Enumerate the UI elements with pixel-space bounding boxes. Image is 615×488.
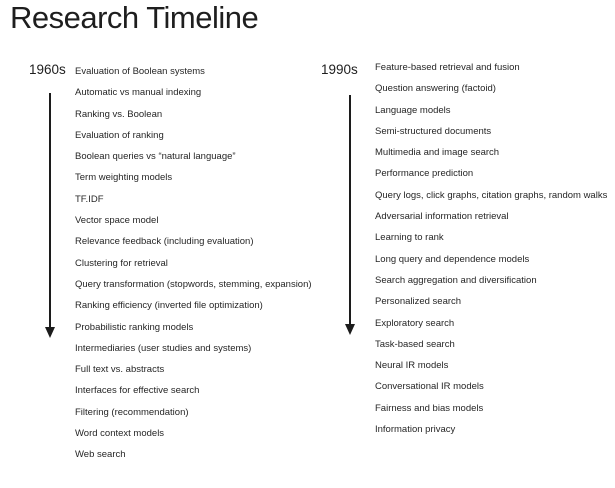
timeline-item: Feature-based retrieval and fusion	[375, 62, 520, 73]
timeline-item: Term weighting models	[75, 172, 173, 184]
arrow-head	[45, 327, 55, 338]
timeline-item: Boolean queries vs “natural language”	[75, 151, 236, 163]
timeline-item: Conversational IR models	[375, 381, 484, 393]
timeline-item: Fairness and bias models	[375, 402, 484, 414]
arrow-shaft	[49, 93, 51, 328]
down-arrow-icon	[344, 95, 356, 335]
timeline-item: Relevance feedback (including evaluation)	[75, 236, 254, 248]
timeline-item: Language models	[375, 104, 451, 116]
timeline-item: Ranking efficiency (inverted file optimization)	[75, 300, 263, 312]
timeline-item: Evaluation of Boolean systems	[75, 66, 205, 77]
arrow-shaft	[349, 95, 351, 325]
timeline-item: Word context models	[75, 428, 165, 440]
timeline-item: Question answering (factoid)	[375, 83, 496, 95]
timeline-item: Automatic vs manual indexing	[75, 87, 202, 99]
timeline-item: Search aggregation and diversification	[375, 274, 537, 286]
page-title: Research Timeline	[10, 0, 259, 35]
timeline-item: Filtering (recommendation)	[75, 406, 189, 418]
timeline-item: Exploratory search	[375, 317, 455, 329]
timeline-item: Semi-structured documents	[375, 125, 492, 137]
decade-label-1990s: 1990s	[321, 62, 358, 77]
arrow-head	[345, 324, 355, 335]
timeline-item: Clustering for retrieval	[75, 257, 168, 269]
timeline-item: Adversarial information retrieval	[375, 211, 509, 223]
timeline-item: Web search	[75, 449, 126, 461]
timeline-item: TF.IDF	[75, 193, 104, 205]
timeline-item: Full text vs. abstracts	[75, 364, 165, 376]
timeline-item: Interfaces for effective search	[75, 385, 200, 397]
timeline-item: Learning to rank	[375, 232, 444, 244]
timeline-item: Task-based search	[375, 338, 455, 350]
timeline-item: Multimedia and image search	[375, 147, 500, 159]
timeline-item: Query logs, click graphs, citation graphs, random walks	[375, 189, 608, 201]
timeline-item: Information privacy	[375, 424, 456, 436]
timeline-item: Long query and dependence models	[375, 253, 530, 265]
timeline-item: Performance prediction	[375, 168, 474, 180]
decade-label-1960s: 1960s	[29, 62, 66, 77]
timeline-items-1990s	[375, 57, 607, 440]
timeline-item: Probabilistic ranking models	[75, 321, 194, 333]
timeline-item: Vector space model	[75, 215, 159, 227]
timeline-item: Neural IR models	[375, 360, 449, 372]
timeline-item: Personalized search	[375, 296, 462, 308]
timeline-item: Ranking vs. Boolean	[75, 108, 163, 120]
timeline-items-1960s	[75, 61, 312, 466]
timeline-item: Evaluation of ranking	[75, 129, 164, 141]
down-arrow-icon	[44, 93, 56, 338]
timeline-item: Query transformation (stopwords, stemming, expansion)	[75, 278, 312, 290]
timeline-item: Intermediaries (user studies and systems)	[75, 342, 252, 354]
